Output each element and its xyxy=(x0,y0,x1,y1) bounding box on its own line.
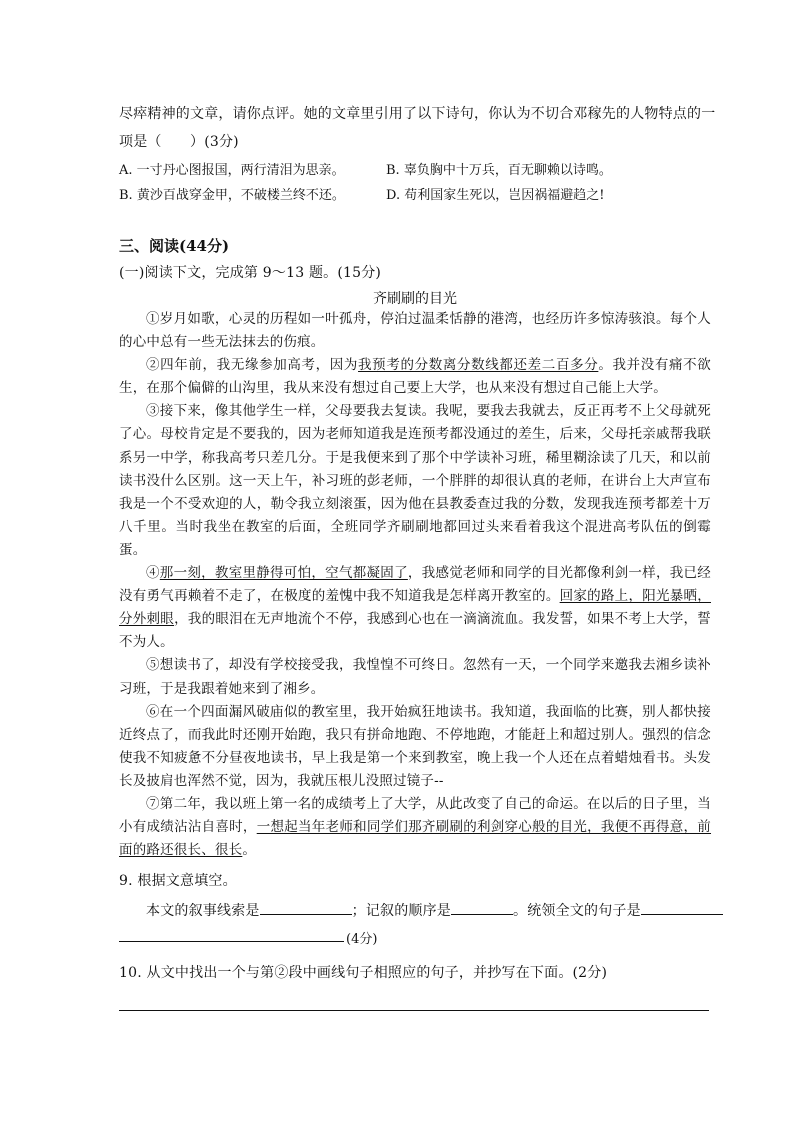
q10-label: 10. 从文中找出一个与第②段中画线句子相照应的句子，并抄写在下面。(2分) xyxy=(119,965,608,981)
q8-option-a: A. 一寸丹心图报国，两行清泪为思亲。 xyxy=(119,163,345,178)
paragraph-4: ④那一刻，教室里静得可怕，空气都凝固了，我感觉老师和同学的目光都像利剑一样，我已经没有勇气再赖着不走了，在极度的羞愧中我不知道我是怎样离开教室的。回家的路上，阳光暴晒，分外刺眼，我的眼泪在无声地流个不停，我感到心也在一滴滴流血。我发誓，如果不考上大学，誓不为人。 xyxy=(119,565,711,651)
q10-answer-line[interactable] xyxy=(119,1010,709,1011)
paragraph-7: ⑦第二年，我以班上第一名的成绩考上了大学，从此改变了自己的命运。在以后的日子里，当小有成绩沾沾自喜时，一想起当年老师和同学们那齐刷刷的利剑穿心般的目光，我便不再得意，前面的路还很长、很长。 xyxy=(119,795,712,859)
q8-option-d: D. 苟利国家生死以，岂因祸福避趋之! xyxy=(386,188,605,203)
section-title: 三、阅读(44分) xyxy=(119,237,230,255)
q8-line2: 项是（ ）(3分) xyxy=(119,134,239,150)
q9-answer-line[interactable] xyxy=(119,941,344,942)
article-title: 齐刷刷的目光 xyxy=(373,291,457,307)
q9-label: 9. 根据文意填空。 xyxy=(119,873,237,889)
q8-option-b2: B. 黄沙百战穿金甲，不破楼兰终不还。 xyxy=(119,188,345,203)
q9-score: (4分) xyxy=(346,932,378,947)
paragraph-5: ⑤想读书了，却没有学校接受我，我惶惶不可终日。忽然有一天，一个同学来邀我去湘乡读补习班，于是我跟着她来到了湘乡。 xyxy=(119,657,711,697)
q9-fill-line: 本文的叙事线索是 ；记叙的顺序是 。统领全文的句子是 xyxy=(146,900,711,920)
article-body xyxy=(119,308,711,862)
section-subtitle: (一)阅读下文，完成第 9～13 题。(15分) xyxy=(119,265,382,281)
paragraph-1: ①岁月如歌，心灵的历程如一叶孤舟，停泊过温柔恬静的港湾，也经历许多惊涛骇浪。每个人的心中总有一些无法抹去的伤痕。 xyxy=(119,311,711,351)
q9-blank-clue[interactable] xyxy=(260,900,352,915)
underlined-sentence-4a: 那一刻，教室里静得可怕，空气都凝固了 xyxy=(159,565,408,582)
q9-blank-order[interactable] xyxy=(451,900,513,915)
paragraph-3: ③接下来，像其他学生一样，父母要我去复读。我呢，要我去我就去，反正再考不上父母就死了心。母校肯定是不要我的，因为老师知道我是连预考都没通过的差生，后来，父母托亲戚帮我联系另一中学，称我高考只差几分。于是我便来到了那个中学读补习班，稀里糊涂读了几天，和以前读书没什么区别。这一天上午，补习班的彭老师，一个胖胖的却很认真的老师，在讲台上大声宣布我是一个不受欢迎的人，勒令我立刻滚蛋，因为他在县教委查过我的分数，发现我连预考都差十万八千里。当时我坐在教室的后面，全班同学齐刷刷地都回过头来看着我这个混进高考队伍的倒霉蛋。 xyxy=(119,403,711,558)
underlined-sentence-4b: 回家的路上，阳光暴晒，分外刺眼 xyxy=(119,588,711,628)
q8-line1: 尽瘁精神的文章，请你点评。她的文章里引用了以下诗句，你认为不切合邓稼先的人物特点的一 xyxy=(119,106,716,122)
q8-option-b1: B. 辜负胸中十万兵，百无聊赖以诗鸣。 xyxy=(386,163,612,178)
paragraph-6: ⑥在一个四面漏风破庙似的教室里，我开始疯狂地读书。我知道，我面临的比赛，别人都快接近终点了，而我此时还刚开始跑，我只有拼命地跑、不停地跑，才能赶上和超过别人。强烈的信念使我不知疲惫不分昼夜地读书，早上我是第一个来到教室，晚上我一个人还在点着蜡烛看书。头发长及披肩也浑然不觉，因为，我就压根儿没照过镜子-- xyxy=(119,703,711,789)
q9-blank-sentence[interactable] xyxy=(641,900,723,915)
underlined-sentence-7: 一想起当年老师和同学们那齐刷刷的利剑穿心般的目光，我便不再得意，前面的路还很长、很长 xyxy=(119,819,712,859)
underlined-sentence-2: 我预考的分数离分数线都还差二百多分 xyxy=(358,357,599,374)
paragraph-2: ②四年前，我无缘参加高考，因为我预考的分数离分数线都还差二百多分。我并没有痛不欲生，在那个偏僻的山沟里，我从来没有想过自己要上大学，也从来没有想过自己能上大学。 xyxy=(119,357,712,397)
